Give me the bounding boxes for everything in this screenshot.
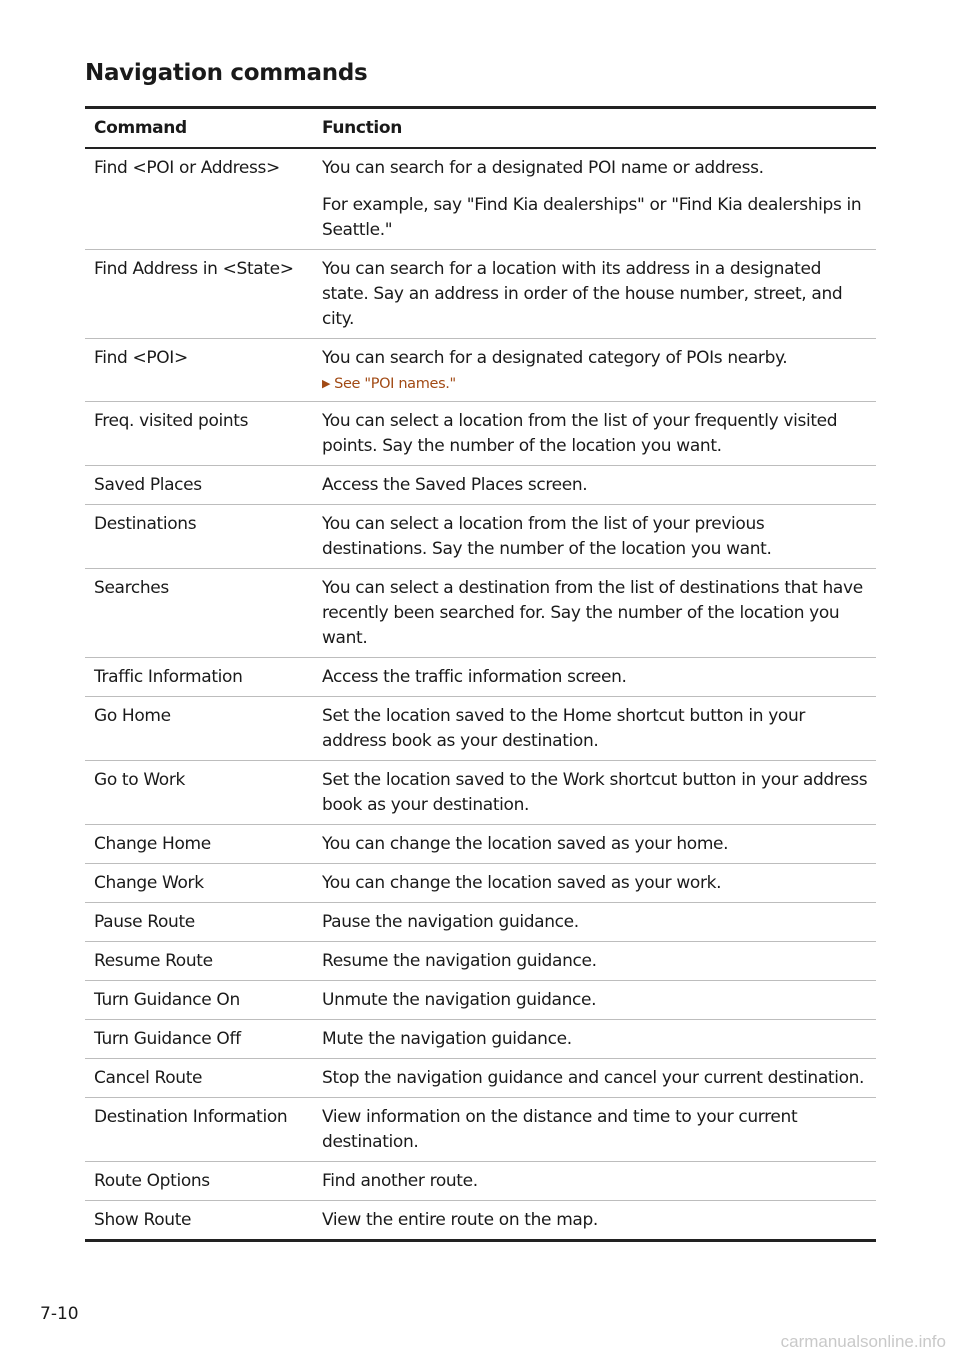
command-cell: Find <POI> xyxy=(85,339,313,402)
command-cell: Destination Information xyxy=(85,1098,313,1162)
command-cell: Destinations xyxy=(85,505,313,569)
table-body xyxy=(85,148,876,1241)
function-text: You can select a location from the list of your frequently visited points. Say the number of the location you want. xyxy=(322,411,838,456)
function-cell xyxy=(313,697,876,761)
table-row xyxy=(85,864,876,903)
function-text: Access the Saved Places screen. xyxy=(322,475,588,495)
table-row xyxy=(85,569,876,658)
function-text: You can change the location saved as your home. xyxy=(322,834,729,854)
function-cell xyxy=(313,1201,876,1241)
function-text: You can select a destination from the list of destinations that have recently been searched for. Say the number of the location you want. xyxy=(322,578,863,648)
function-text: You can search for a designated category of POIs nearby. xyxy=(322,348,788,368)
function-text: Stop the navigation guidance and cancel your current destination. xyxy=(322,1068,865,1088)
table-row xyxy=(85,1098,876,1162)
function-text: You can search for a designated POI name or address. xyxy=(322,158,764,178)
function-cell xyxy=(313,1162,876,1201)
table-row xyxy=(85,825,876,864)
function-text: Find another route. xyxy=(322,1171,478,1191)
function-text: For example, say "Find Kia dealerships" or "Find Kia dealerships in Seattle." xyxy=(322,195,862,240)
command-cell: Go Home xyxy=(85,697,313,761)
table-row xyxy=(85,148,876,250)
command-cell: Change Work xyxy=(85,864,313,903)
command-cell: Find Address in <State> xyxy=(85,250,313,339)
command-cell: Turn Guidance On xyxy=(85,981,313,1020)
function-cell xyxy=(313,466,876,505)
function-text: You can select a location from the list of your previous destinations. Say the number of the location you want. xyxy=(322,514,772,559)
function-cell xyxy=(313,339,876,402)
table-row xyxy=(85,1201,876,1241)
page-title: Navigation commands xyxy=(85,60,368,86)
table-row xyxy=(85,466,876,505)
table-row xyxy=(85,981,876,1020)
function-cell xyxy=(313,981,876,1020)
table-row xyxy=(85,761,876,825)
function-cell xyxy=(313,825,876,864)
function-column-header: Function xyxy=(313,108,876,149)
table-row xyxy=(85,658,876,697)
navigation-commands-table xyxy=(85,106,876,1242)
function-text: You can change the location saved as your work. xyxy=(322,873,722,893)
table-row xyxy=(85,697,876,761)
function-text: Mute the navigation guidance. xyxy=(322,1029,572,1049)
command-cell: Change Home xyxy=(85,825,313,864)
watermark: carmanualsonline.info xyxy=(780,1332,946,1351)
function-cell xyxy=(313,658,876,697)
table-header-row xyxy=(85,108,876,149)
table-row xyxy=(85,505,876,569)
command-cell: Go to Work xyxy=(85,761,313,825)
command-cell: Find <POI or Address> xyxy=(85,148,313,250)
triangle-right-icon: ▶ xyxy=(322,377,331,390)
function-text: Pause the navigation guidance. xyxy=(322,912,579,932)
function-cell xyxy=(313,505,876,569)
function-cell xyxy=(313,148,876,250)
function-text: View information on the distance and time to your current destination. xyxy=(322,1107,798,1152)
command-cell: Route Options xyxy=(85,1162,313,1201)
function-cell xyxy=(313,1098,876,1162)
command-column-header: Command xyxy=(85,108,313,149)
function-cell xyxy=(313,903,876,942)
command-cell: Turn Guidance Off xyxy=(85,1020,313,1059)
function-text: Resume the navigation guidance. xyxy=(322,951,597,971)
command-cell: Saved Places xyxy=(85,466,313,505)
function-cell xyxy=(313,569,876,658)
command-cell: Pause Route xyxy=(85,903,313,942)
function-cell xyxy=(313,942,876,981)
command-cell: Cancel Route xyxy=(85,1059,313,1098)
function-text: Set the location saved to the Home shortcut button in your address book as your destination. xyxy=(322,706,806,751)
function-text: Set the location saved to the Work shortcut button in your address book as your destination. xyxy=(322,770,868,815)
function-cell xyxy=(313,1059,876,1098)
function-text: View the entire route on the map. xyxy=(322,1210,598,1230)
table-row xyxy=(85,1059,876,1098)
function-cell xyxy=(313,250,876,339)
function-text: You can search for a location with its address in a designated state. Say an address in order of the house number, street, and city. xyxy=(322,259,843,329)
command-cell: Resume Route xyxy=(85,942,313,981)
command-cell: Freq. visited points xyxy=(85,402,313,466)
cross-reference-link[interactable] xyxy=(322,373,868,395)
table-row xyxy=(85,250,876,339)
function-text: Unmute the navigation guidance. xyxy=(322,990,597,1010)
table-row xyxy=(85,903,876,942)
cross-reference-text: See "POI names." xyxy=(334,376,456,392)
function-cell xyxy=(313,864,876,903)
command-cell: Show Route xyxy=(94,1210,192,1230)
function-cell xyxy=(313,402,876,466)
table-row xyxy=(85,1020,876,1059)
table-row xyxy=(85,942,876,981)
function-cell xyxy=(313,761,876,825)
table-row xyxy=(85,402,876,466)
page-number: 7-10 xyxy=(40,1304,79,1324)
table-row xyxy=(85,1162,876,1201)
table-row xyxy=(85,339,876,402)
command-cell: Searches xyxy=(85,569,313,658)
command-cell: Traffic Information xyxy=(85,658,313,697)
function-cell xyxy=(313,1020,876,1059)
function-text: Access the traffic information screen. xyxy=(322,667,627,687)
